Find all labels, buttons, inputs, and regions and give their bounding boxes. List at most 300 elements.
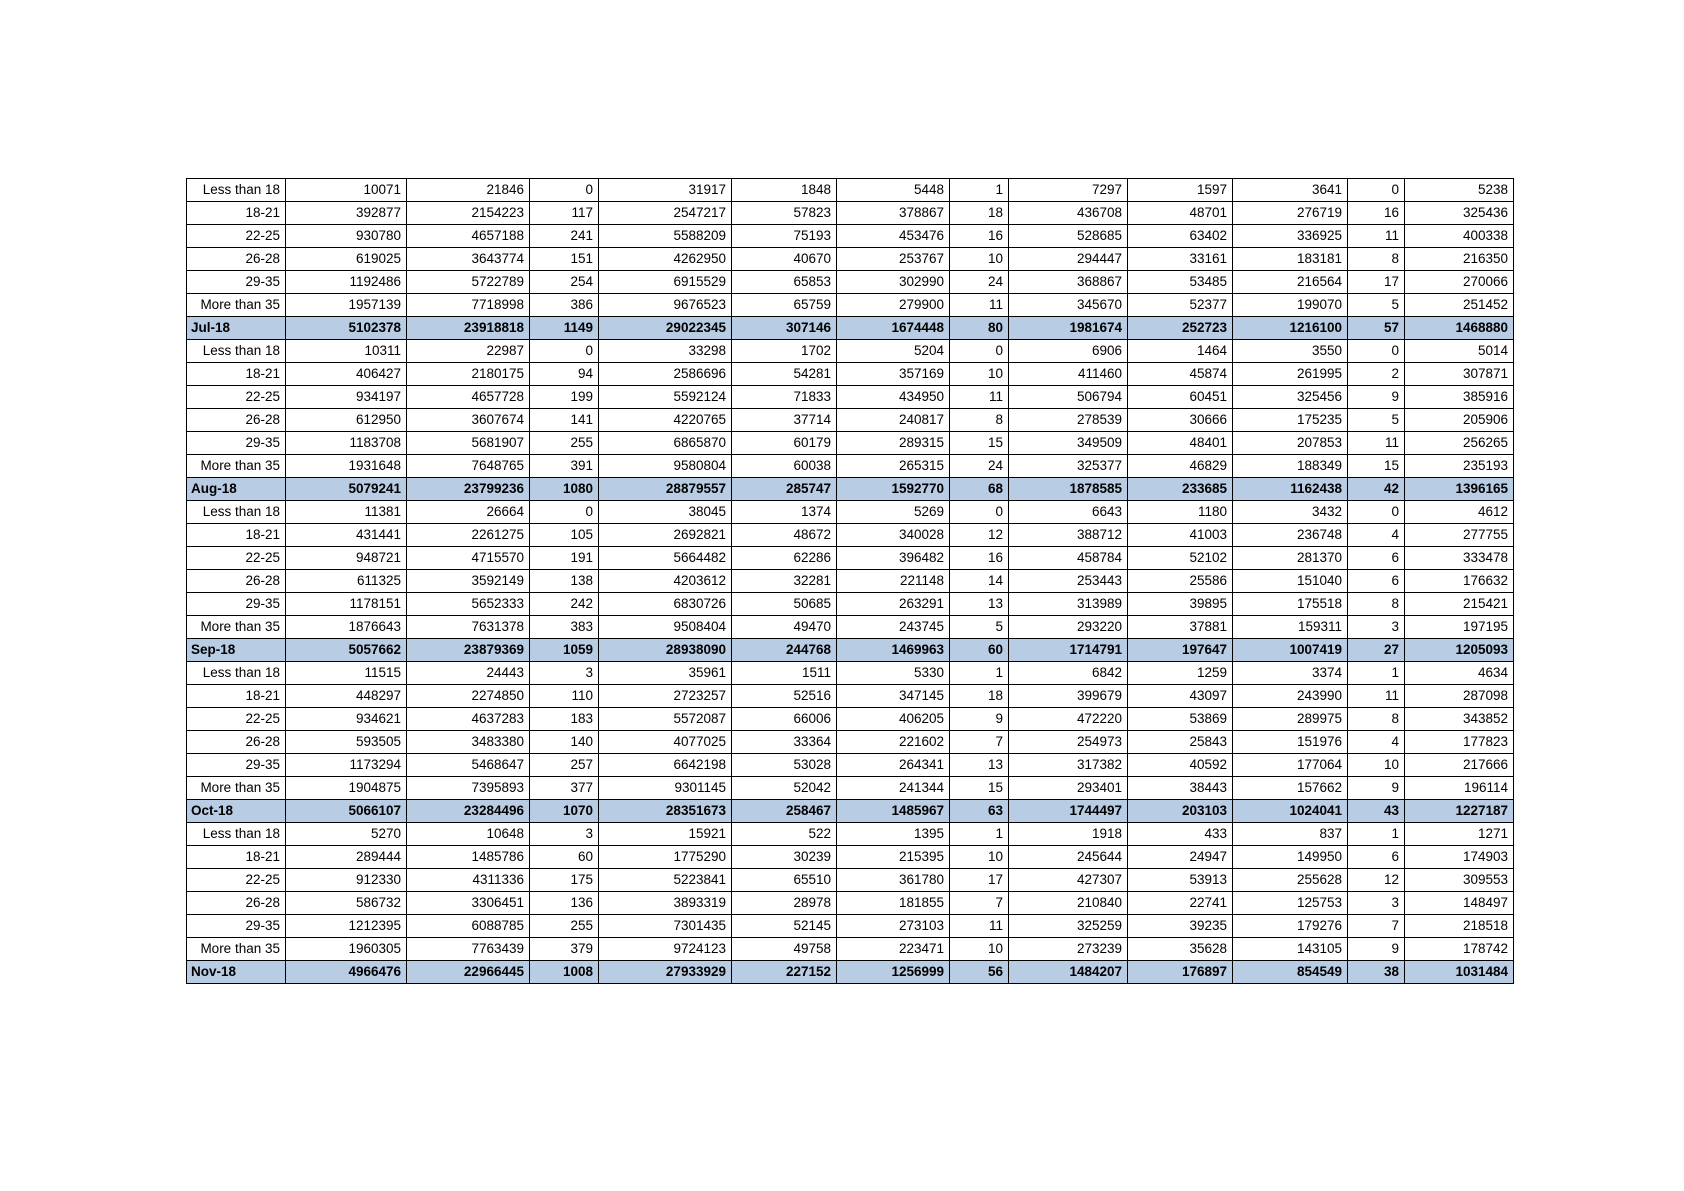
table-cell: 52145	[732, 915, 837, 938]
table-cell: 6842	[1009, 662, 1128, 685]
table-cell: 261995	[1233, 363, 1348, 386]
table-cell: 151040	[1233, 570, 1348, 593]
table-cell: 3	[1348, 892, 1405, 915]
table-cell: 11	[950, 386, 1009, 409]
table-cell: 52516	[732, 685, 837, 708]
table-cell: 934197	[286, 386, 407, 409]
row-label: 29-35	[187, 593, 286, 616]
total-cell: 176897	[1128, 961, 1233, 984]
table-cell: 188349	[1233, 455, 1348, 478]
table-cell: 38443	[1128, 777, 1233, 800]
table-cell: 930780	[286, 225, 407, 248]
table-total-row	[187, 800, 1514, 823]
table-cell: 11381	[286, 501, 407, 524]
table-cell: 245644	[1009, 846, 1128, 869]
table-cell: 0	[530, 179, 599, 202]
table-cell: 215395	[837, 846, 950, 869]
table-cell: 293220	[1009, 616, 1128, 639]
table-cell: 105	[530, 524, 599, 547]
table-row	[187, 593, 1514, 616]
table-total-row	[187, 961, 1514, 984]
table-cell: 343852	[1405, 708, 1514, 731]
table-cell: 179276	[1233, 915, 1348, 938]
table-cell: 1	[950, 823, 1009, 846]
table-cell: 4657188	[407, 225, 530, 248]
table-cell: 2274850	[407, 685, 530, 708]
table-cell: 254973	[1009, 731, 1128, 754]
total-cell: 1031484	[1405, 961, 1514, 984]
table-cell: 240817	[837, 409, 950, 432]
table-cell: 159311	[1233, 616, 1348, 639]
table-cell: 427307	[1009, 869, 1128, 892]
table-cell: 151976	[1233, 731, 1348, 754]
table-cell: 3641	[1233, 179, 1348, 202]
table-cell: 313989	[1009, 593, 1128, 616]
table-cell: 317382	[1009, 754, 1128, 777]
total-cell: 27	[1348, 639, 1405, 662]
table-cell: 1848	[732, 179, 837, 202]
row-label: More than 35	[187, 616, 286, 639]
table-cell: 199	[530, 386, 599, 409]
table-cell: 1511	[732, 662, 837, 685]
total-cell: 252723	[1128, 317, 1233, 340]
table-cell: 391	[530, 455, 599, 478]
table-row	[187, 547, 1514, 570]
table-cell: 2180175	[407, 363, 530, 386]
table-cell: 235193	[1405, 455, 1514, 478]
table-cell: 273103	[837, 915, 950, 938]
table-cell: 17	[1348, 271, 1405, 294]
table-cell: 9	[950, 708, 1009, 731]
table-cell: 62286	[732, 547, 837, 570]
table-cell: 7718998	[407, 294, 530, 317]
table-cell: 325377	[1009, 455, 1128, 478]
table-cell: 3	[530, 662, 599, 685]
table-cell: 448297	[286, 685, 407, 708]
table-cell: 199070	[1233, 294, 1348, 317]
table-cell: 340028	[837, 524, 950, 547]
table-cell: 181855	[837, 892, 950, 915]
table-cell: 9580804	[599, 455, 732, 478]
table-cell: 33364	[732, 731, 837, 754]
total-cell: 23879369	[407, 639, 530, 662]
table-cell: 6915529	[599, 271, 732, 294]
table-cell: 177823	[1405, 731, 1514, 754]
total-cell: 5102378	[286, 317, 407, 340]
table-cell: 37714	[732, 409, 837, 432]
table-cell: 1	[950, 662, 1009, 685]
table-cell: 210840	[1009, 892, 1128, 915]
row-label: More than 35	[187, 294, 286, 317]
table-cell: 349509	[1009, 432, 1128, 455]
table-cell: 5330	[837, 662, 950, 685]
total-cell: 1149	[530, 317, 599, 340]
table-cell: 148497	[1405, 892, 1514, 915]
row-label: 29-35	[187, 432, 286, 455]
table-cell: 13	[950, 593, 1009, 616]
table-cell: 11	[950, 915, 1009, 938]
table-total-row	[187, 317, 1514, 340]
total-cell: 60	[950, 639, 1009, 662]
table-cell: 289975	[1233, 708, 1348, 731]
data-table-container	[186, 178, 1514, 984]
table-cell: 431441	[286, 524, 407, 547]
table-cell: 22987	[407, 340, 530, 363]
table-cell: 16	[1348, 202, 1405, 225]
table-cell: 1178151	[286, 593, 407, 616]
table-cell: 9724123	[599, 938, 732, 961]
table-cell: 60038	[732, 455, 837, 478]
row-label: 26-28	[187, 248, 286, 271]
table-cell: 183	[530, 708, 599, 731]
table-cell: 40592	[1128, 754, 1233, 777]
table-cell: 396482	[837, 547, 950, 570]
table-cell: 4634	[1405, 662, 1514, 685]
table-row	[187, 616, 1514, 639]
total-cell: 1256999	[837, 961, 950, 984]
row-label: Less than 18	[187, 340, 286, 363]
table-cell: 1464	[1128, 340, 1233, 363]
table-cell: 264341	[837, 754, 950, 777]
table-cell: 48401	[1128, 432, 1233, 455]
table-row	[187, 202, 1514, 225]
row-label: 29-35	[187, 754, 286, 777]
table-cell: 386	[530, 294, 599, 317]
table-cell: 24947	[1128, 846, 1233, 869]
total-cell: 38	[1348, 961, 1405, 984]
table-cell: 4	[1348, 731, 1405, 754]
table-cell: 5	[1348, 294, 1405, 317]
table-row	[187, 731, 1514, 754]
table-cell: 174903	[1405, 846, 1514, 869]
table-cell: 65853	[732, 271, 837, 294]
table-cell: 26664	[407, 501, 530, 524]
table-cell: 241344	[837, 777, 950, 800]
table-cell: 12	[1348, 869, 1405, 892]
table-cell: 279900	[837, 294, 950, 317]
table-cell: 4311336	[407, 869, 530, 892]
table-cell: 5204	[837, 340, 950, 363]
total-cell: 1592770	[837, 478, 950, 501]
table-cell: 281370	[1233, 547, 1348, 570]
table-cell: 379	[530, 938, 599, 961]
table-cell: 60	[530, 846, 599, 869]
table-cell: 50685	[732, 593, 837, 616]
table-cell: 6643	[1009, 501, 1128, 524]
table-cell: 5	[950, 616, 1009, 639]
table-cell: 458784	[1009, 547, 1128, 570]
table-cell: 378867	[837, 202, 950, 225]
table-cell: 14	[950, 570, 1009, 593]
total-cell: 1674448	[837, 317, 950, 340]
table-cell: 71833	[732, 386, 837, 409]
table-row	[187, 570, 1514, 593]
table-cell: 263291	[837, 593, 950, 616]
table-cell: 205906	[1405, 409, 1514, 432]
table-row	[187, 846, 1514, 869]
table-cell: 1374	[732, 501, 837, 524]
table-cell: 5	[1348, 409, 1405, 432]
table-cell: 361780	[837, 869, 950, 892]
table-cell: 4637283	[407, 708, 530, 731]
table-cell: 7763439	[407, 938, 530, 961]
table-row	[187, 938, 1514, 961]
table-cell: 265315	[837, 455, 950, 478]
table-cell: 5664482	[599, 547, 732, 570]
total-cell: 63	[950, 800, 1009, 823]
table-cell: 8	[1348, 593, 1405, 616]
table-row	[187, 501, 1514, 524]
row-label: 22-25	[187, 869, 286, 892]
row-label: Less than 18	[187, 662, 286, 685]
table-cell: 242	[530, 593, 599, 616]
table-cell: 333478	[1405, 547, 1514, 570]
total-cell: 22966445	[407, 961, 530, 984]
table-cell: 6865870	[599, 432, 732, 455]
table-cell: 11515	[286, 662, 407, 685]
table-cell: 24443	[407, 662, 530, 685]
table-cell: 10	[950, 938, 1009, 961]
table-cell: 9676523	[599, 294, 732, 317]
total-cell: 203103	[1128, 800, 1233, 823]
table-cell: 3306451	[407, 892, 530, 915]
table-cell: 255	[530, 432, 599, 455]
table-cell: 7	[1348, 915, 1405, 938]
table-cell: 257	[530, 754, 599, 777]
table-cell: 3	[1348, 616, 1405, 639]
table-cell: 0	[1348, 179, 1405, 202]
table-cell: 0	[950, 501, 1009, 524]
table-row	[187, 455, 1514, 478]
table-cell: 3550	[1233, 340, 1348, 363]
table-cell: 143105	[1233, 938, 1348, 961]
table-cell: 215421	[1405, 593, 1514, 616]
table-cell: 24	[950, 455, 1009, 478]
table-cell: 400338	[1405, 225, 1514, 248]
total-cell: 1227187	[1405, 800, 1514, 823]
table-row	[187, 294, 1514, 317]
table-cell: 293401	[1009, 777, 1128, 800]
table-cell: 9301145	[599, 777, 732, 800]
table-cell: 3374	[1233, 662, 1348, 685]
table-cell: 24	[950, 271, 1009, 294]
table-cell: 251452	[1405, 294, 1514, 317]
table-cell: 49470	[732, 616, 837, 639]
table-cell: 253767	[837, 248, 950, 271]
table-cell: 241	[530, 225, 599, 248]
table-cell: 8	[1348, 708, 1405, 731]
total-cell: 5057662	[286, 639, 407, 662]
table-row	[187, 708, 1514, 731]
table-cell: 15	[950, 777, 1009, 800]
table-cell: 1259	[1128, 662, 1233, 685]
total-cell: 4966476	[286, 961, 407, 984]
table-cell: 39235	[1128, 915, 1233, 938]
total-cell: 307146	[732, 317, 837, 340]
table-cell: 0	[530, 501, 599, 524]
table-cell: 243745	[837, 616, 950, 639]
total-cell: 23799236	[407, 478, 530, 501]
table-cell: 1	[1348, 823, 1405, 846]
total-cell: 1878585	[1009, 478, 1128, 501]
table-cell: 41003	[1128, 524, 1233, 547]
table-cell: 377	[530, 777, 599, 800]
table-cell: 1957139	[286, 294, 407, 317]
table-row	[187, 685, 1514, 708]
table-cell: 1395	[837, 823, 950, 846]
table-cell: 2	[1348, 363, 1405, 386]
table-cell: 593505	[286, 731, 407, 754]
table-cell: 176632	[1405, 570, 1514, 593]
table-row	[187, 892, 1514, 915]
table-cell: 4220765	[599, 409, 732, 432]
table-cell: 277755	[1405, 524, 1514, 547]
table-cell: 183181	[1233, 248, 1348, 271]
table-cell: 11	[1348, 432, 1405, 455]
table-cell: 157662	[1233, 777, 1348, 800]
table-cell: 22741	[1128, 892, 1233, 915]
table-cell: 49758	[732, 938, 837, 961]
row-label: 29-35	[187, 915, 286, 938]
total-cell: 1744497	[1009, 800, 1128, 823]
table-cell: 5592124	[599, 386, 732, 409]
table-row	[187, 363, 1514, 386]
total-row-label: Nov-18	[187, 961, 286, 984]
table-cell: 254	[530, 271, 599, 294]
table-cell: 255	[530, 915, 599, 938]
table-cell: 33161	[1128, 248, 1233, 271]
table-total-row	[187, 478, 1514, 501]
table-row	[187, 823, 1514, 846]
table-cell: 66006	[732, 708, 837, 731]
table-cell: 45874	[1128, 363, 1233, 386]
table-cell: 1775290	[599, 846, 732, 869]
table-cell: 207853	[1233, 432, 1348, 455]
table-row	[187, 754, 1514, 777]
table-cell: 10648	[407, 823, 530, 846]
table-cell: 30239	[732, 846, 837, 869]
table-cell: 15	[1348, 455, 1405, 478]
table-row	[187, 662, 1514, 685]
table-cell: 10311	[286, 340, 407, 363]
table-cell: 7648765	[407, 455, 530, 478]
table-row	[187, 409, 1514, 432]
table-cell: 9	[1348, 777, 1405, 800]
total-cell: 1981674	[1009, 317, 1128, 340]
table-cell: 1183708	[286, 432, 407, 455]
total-cell: 1080	[530, 478, 599, 501]
table-row	[187, 869, 1514, 892]
table-cell: 392877	[286, 202, 407, 225]
table-cell: 175	[530, 869, 599, 892]
table-cell: 54281	[732, 363, 837, 386]
total-cell: 43	[1348, 800, 1405, 823]
table-cell: 48701	[1128, 202, 1233, 225]
table-cell: 7301435	[599, 915, 732, 938]
total-cell: 1714791	[1009, 639, 1128, 662]
table-cell: 436708	[1009, 202, 1128, 225]
table-cell: 65510	[732, 869, 837, 892]
table-cell: 273239	[1009, 938, 1128, 961]
table-cell: 406205	[837, 708, 950, 731]
total-cell: 1070	[530, 800, 599, 823]
table-cell: 270066	[1405, 271, 1514, 294]
table-cell: 136	[530, 892, 599, 915]
total-cell: 1485967	[837, 800, 950, 823]
row-label: 18-21	[187, 524, 286, 547]
table-row	[187, 386, 1514, 409]
table-cell: 325259	[1009, 915, 1128, 938]
table-cell: 11	[950, 294, 1009, 317]
table-cell: 5588209	[599, 225, 732, 248]
table-cell: 12	[950, 524, 1009, 547]
table-cell: 506794	[1009, 386, 1128, 409]
row-label: 18-21	[187, 846, 286, 869]
table-cell: 7	[950, 731, 1009, 754]
table-cell: 8	[1348, 248, 1405, 271]
table-cell: 16	[950, 225, 1009, 248]
table-cell: 8	[950, 409, 1009, 432]
table-row	[187, 179, 1514, 202]
table-cell: 611325	[286, 570, 407, 593]
total-cell: 1008	[530, 961, 599, 984]
table-row	[187, 915, 1514, 938]
row-label: 26-28	[187, 731, 286, 754]
table-cell: 4612	[1405, 501, 1514, 524]
table-cell: 151	[530, 248, 599, 271]
table-cell: 15921	[599, 823, 732, 846]
table-cell: 5468647	[407, 754, 530, 777]
total-cell: 1484207	[1009, 961, 1128, 984]
table-cell: 2692821	[599, 524, 732, 547]
table-cell: 16	[950, 547, 1009, 570]
table-cell: 141	[530, 409, 599, 432]
table-row	[187, 432, 1514, 455]
table-cell: 197195	[1405, 616, 1514, 639]
table-cell: 4	[1348, 524, 1405, 547]
table-cell: 5014	[1405, 340, 1514, 363]
total-cell: 23918818	[407, 317, 530, 340]
table-cell: 6	[1348, 547, 1405, 570]
table-cell: 5722789	[407, 271, 530, 294]
table-cell: 63402	[1128, 225, 1233, 248]
table-cell: 2547217	[599, 202, 732, 225]
table-cell: 3643774	[407, 248, 530, 271]
total-cell: 258467	[732, 800, 837, 823]
table-cell: 21846	[407, 179, 530, 202]
table-cell: 39895	[1128, 593, 1233, 616]
row-label: 18-21	[187, 202, 286, 225]
table-cell: 243990	[1233, 685, 1348, 708]
total-cell: 285747	[732, 478, 837, 501]
table-cell: 289315	[837, 432, 950, 455]
table-cell: 434950	[837, 386, 950, 409]
table-row	[187, 271, 1514, 294]
table-cell: 35961	[599, 662, 732, 685]
total-cell: 1024041	[1233, 800, 1348, 823]
table-cell: 3592149	[407, 570, 530, 593]
table-cell: 528685	[1009, 225, 1128, 248]
table-cell: 1597	[1128, 179, 1233, 202]
table-cell: 140	[530, 731, 599, 754]
table-cell: 10	[950, 363, 1009, 386]
total-cell: 56	[950, 961, 1009, 984]
table-cell: 619025	[286, 248, 407, 271]
table-cell: 175235	[1233, 409, 1348, 432]
table-cell: 1876643	[286, 616, 407, 639]
table-cell: 1960305	[286, 938, 407, 961]
total-cell: 23284496	[407, 800, 530, 823]
